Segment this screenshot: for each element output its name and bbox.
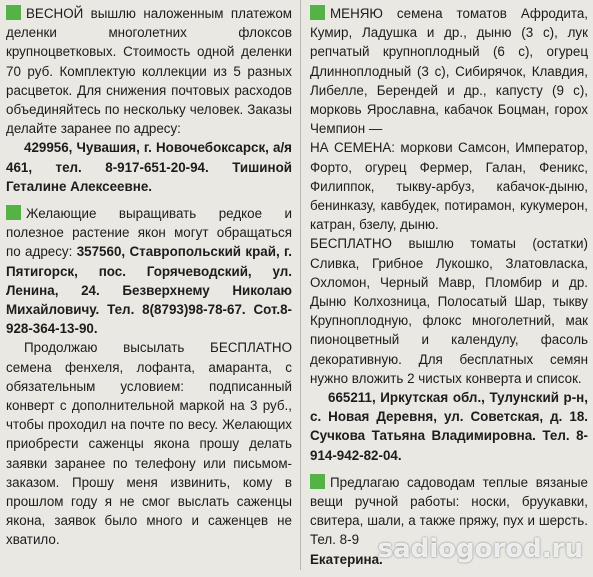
ad-seed-exchange-address: 665211, Иркутская обл., Тулунский р-н, с. Новая Деревня, ул. Советская, д. 18. Сучкова Татьяна Владимировна. Тел. 8-914-942-82-04.: [310, 390, 588, 463]
ad-yacon-continuation: Продолжаю высылать БЕСПЛАТНО семена фенхеля, лофанта, амаранта, с обязательным условием: подписанный конверт с дополнительной маркой на 3 руб., чтобы проходил на почте по весу. Желающих приобрести саженцы якона прошу делать заявки заранее по телефону или письмом-заказом. Прошу меня извинить, кому в прошлом году я не смог выслать саженцы якона, заявок было много и саженцев не хватило.: [6, 340, 292, 548]
right-column: [310, 4, 588, 577]
green-square-icon: [310, 474, 325, 489]
ad-phlox: [6, 4, 292, 196]
ad-yacon: [6, 204, 292, 550]
ad-knitwear-text: Предлагаю садоводам теплые вязаные вещи ручной работы: носки, бруукавки, свитера, шали, а также пряжу, пух и шерсть. Тел. 8-9: [310, 474, 588, 548]
green-square-icon: [6, 5, 21, 20]
green-square-icon: [310, 5, 325, 20]
ad-knitwear-name: Екатерина.: [310, 551, 383, 567]
ad-seed-exchange: [310, 4, 588, 465]
ad-phlox-address: 429956, Чувашия, г. Новочебоксарск, а/я 461, тел. 8-917-651-20-94. Тишиной Геталине Алексеевне.: [6, 140, 292, 194]
watermark-logo: sadiogorod.ru: [377, 534, 583, 564]
ad-seed-exchange-free: БЕСПЛАТНО вышлю томаты (остатки) Сливка, Грибное Лукошко, Златовласка, Охломон, Черный Мавр, Пломбир и др. Дыню Колхозница, Полосатый Шар, тыкву Крупноплодную, флокс многолетний, мак пионоцветный и календулу, фасоль декоративную. Для бесплатных семян нужно вложить 2 чистых конверта и список.: [310, 236, 588, 386]
green-square-icon: [6, 205, 21, 220]
ad-seed-exchange-text: МЕНЯЮ семена томатов Афродита, Кумир, Ладушка и др., дыню (3 с), лук репчатый крупноплодный (6 с), огурец Длинноплодный (3 с), Сибирячок, Клавдия, Либелле, Берендей и др., капусту (9 с), морковь Ярославна, кабачок Боцман, горох Чемпион —: [310, 6, 588, 137]
left-column: [6, 4, 292, 558]
ad-seed-exchange-wanted: НА СЕМЕНА: моркови Самсон, Император, Форто, огурец Фермер, Галан, Феникс, Филиппок, тыкву-арбуз, кабачок-дыню, бенинказу, кавбудек, потирамон, кукумерон, катран, бзелу, дыню.: [310, 140, 588, 233]
column-divider: [300, 0, 301, 570]
ad-phlox-text: ВЕСНОЙ вышлю наложенным платежом деленки многолетних флоксов крупноцветковых. Стоимость одной деленки 70 руб. Комплектую коллекции из 5 разных расцветок. Для снижения почтовых расходов объединяйтесь по нескольку человек. Заказы делайте заранее по адресу:: [6, 6, 292, 137]
ad-yacon-text: Желающие выращивать редкое и полезное растение якон могут обращаться по адресу: 357560, Ставропольский край, г. Пятигорск, пос. Горячеводский, ул. Ленина, 24. Безверхнему Николаю Михайловичу. Тел. 8(8793)98-78-67. Сот.8-928-364-13-90.: [6, 206, 293, 337]
